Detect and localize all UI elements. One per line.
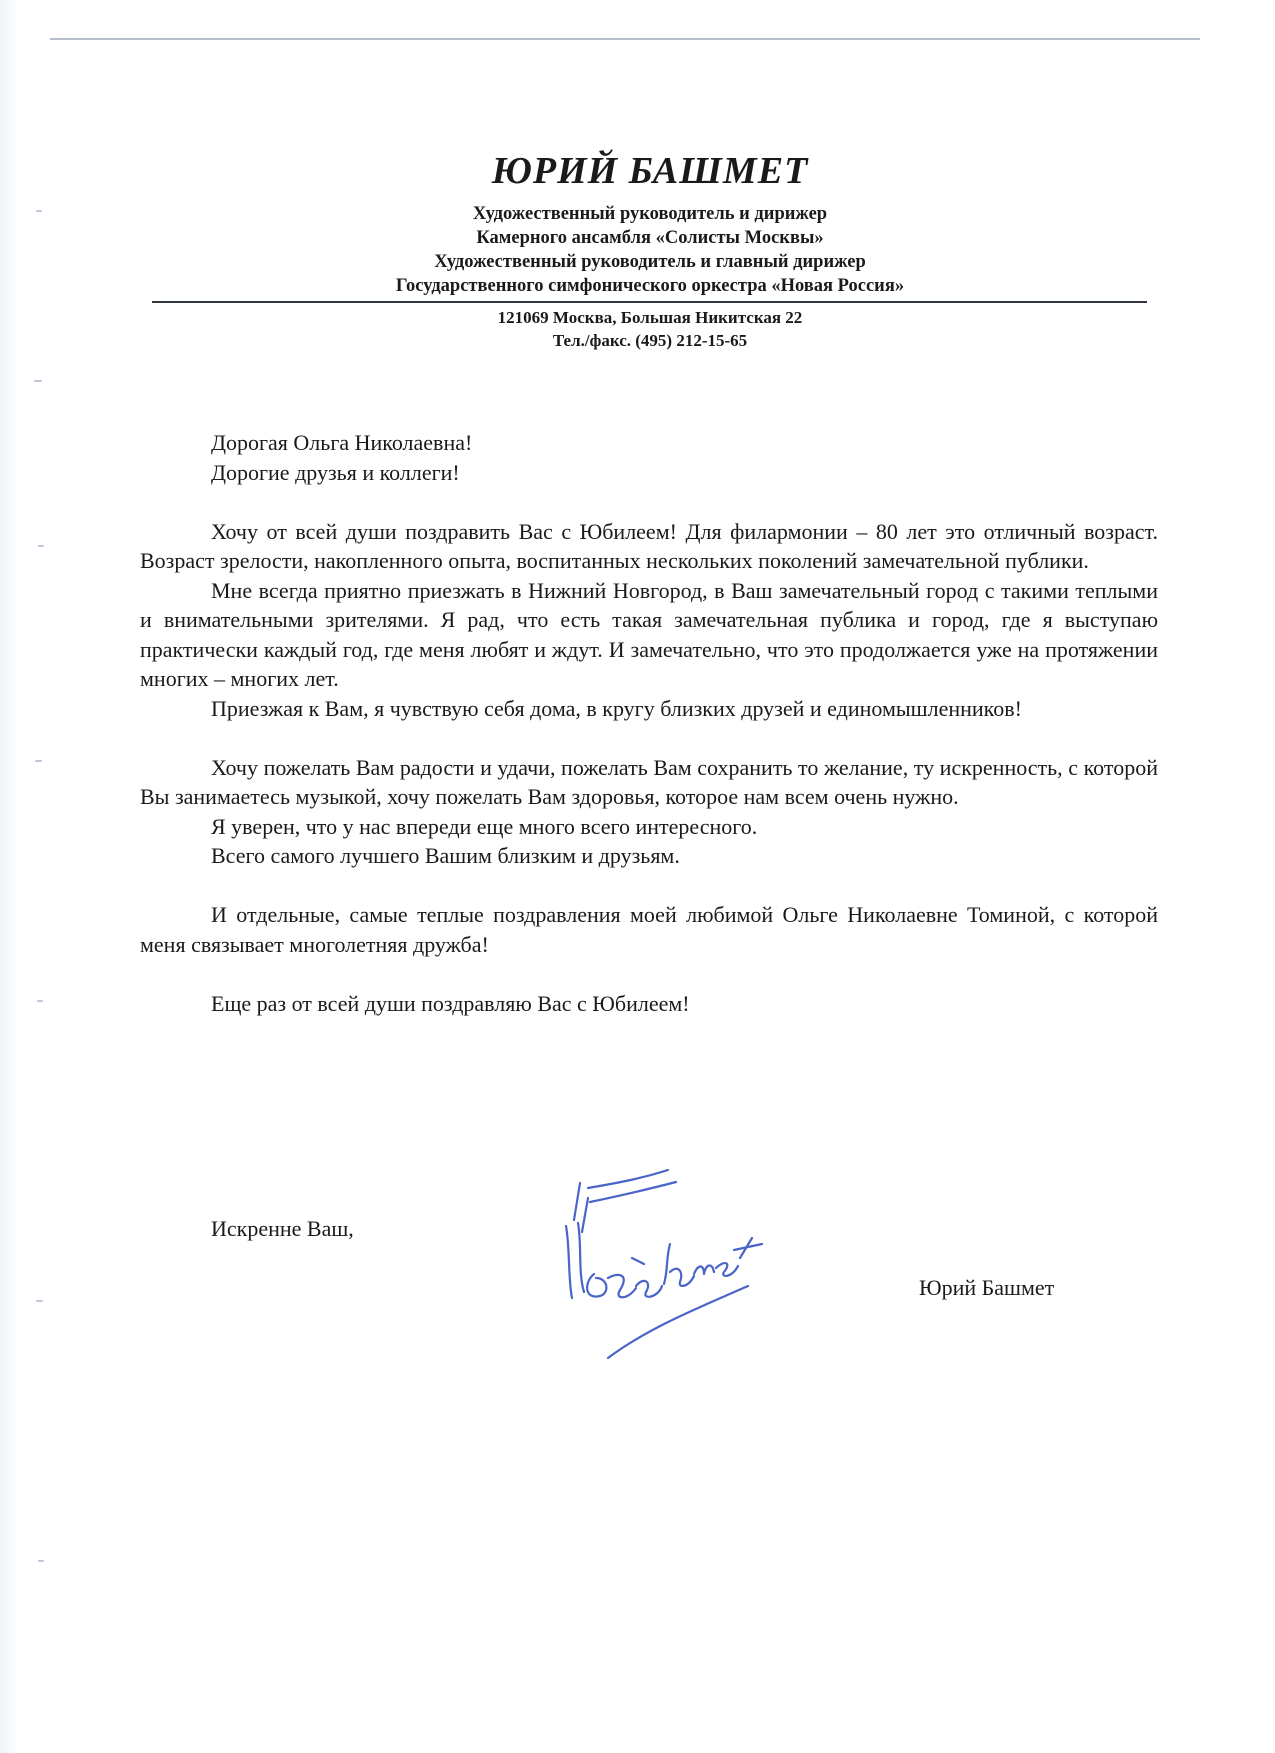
letterhead-title-4: Государственного симфонического оркестра «Новая Россия» (395, 276, 905, 296)
letterhead-title-2: Камерного ансамбля «Солисты Москвы» (476, 228, 824, 248)
scan-speck (38, 545, 44, 547)
letterhead-title-3: Художественный руководитель и главный дирижер (434, 252, 866, 272)
paragraph-4: Хочу пожелать Вам радости и удачи, пожелать Вам сохранить то желание, ту искренность, с которой Вы занимаетесь музыкой, хочу пожелать Вам здоровья, которое нам всем очень нужно. (140, 754, 1158, 809)
letterhead-contact (150, 306, 1150, 352)
paragraph-5: Я уверен, что у нас впереди еще много всего интересного. (211, 813, 758, 839)
closing: Искренне Ваш, (211, 1216, 354, 1241)
paragraph-8: Еще раз от всей души поздравляю Вас с Юбилеем! (211, 990, 690, 1016)
letterhead-name: ЮРИЙ БАШМЕТ (491, 150, 809, 192)
scan-top-rule (50, 38, 1200, 40)
scan-speck (38, 1560, 44, 1562)
paragraph-7: И отдельные, самые теплые поздравления моей любимой Ольге Николаевне Томиной, с которой меня связывает многолетняя дружба! (140, 902, 1158, 957)
letterhead-address: 121069 Москва, Большая Никитская 22 (497, 308, 803, 327)
scan-speck (37, 1000, 43, 1002)
signer-name: Юрий Башмет (919, 1275, 1055, 1300)
letterhead-phone: Тел./факс. (495) 212-15-65 (552, 331, 748, 350)
scan-speck (34, 380, 42, 382)
salutation (140, 428, 1158, 487)
salutation-line-1: Дорогая Ольга Николаевна! (211, 430, 473, 455)
scan-speck (36, 210, 42, 212)
letter-body (140, 428, 1158, 1018)
letterhead-title-1: Художественный руководитель и дирижер (472, 204, 828, 224)
paragraph-1: Хочу от всей души поздравить Вас с Юбилеем! Для филармонии – 80 лет это отличный возраст. Возраст зрелости, накопленного опыта, воспитанных нескольких поколений замечательной публики. (140, 518, 1158, 573)
scan-speck (36, 1300, 43, 1302)
scan-speck (35, 760, 42, 762)
paragraph-6: Всего самого лучшего Вашим близким и друзьям. (211, 843, 680, 868)
scan-edge-shadow (0, 0, 18, 1753)
paragraph-3: Приезжая к Вам, я чувствую себя дома, в кругу близких друзей и единомышленников! (211, 695, 1022, 721)
salutation-line-2: Дорогие друзья и коллеги! (211, 459, 460, 485)
signature-image (548, 1168, 768, 1378)
paragraph-2: Мне всегда приятно приезжать в Нижний Новгород, в Ваш замечательный город с такими теплыми и внимательными зрителями. Я рад, что есть такая замечательная публика и город, где я выступаю практически каждый год, где меня любят и ждут. И замечательно, что это продолжается уже на протяжении многих – многих лет. (140, 577, 1158, 691)
letterhead (150, 148, 1150, 298)
letterhead-divider (152, 301, 1147, 303)
